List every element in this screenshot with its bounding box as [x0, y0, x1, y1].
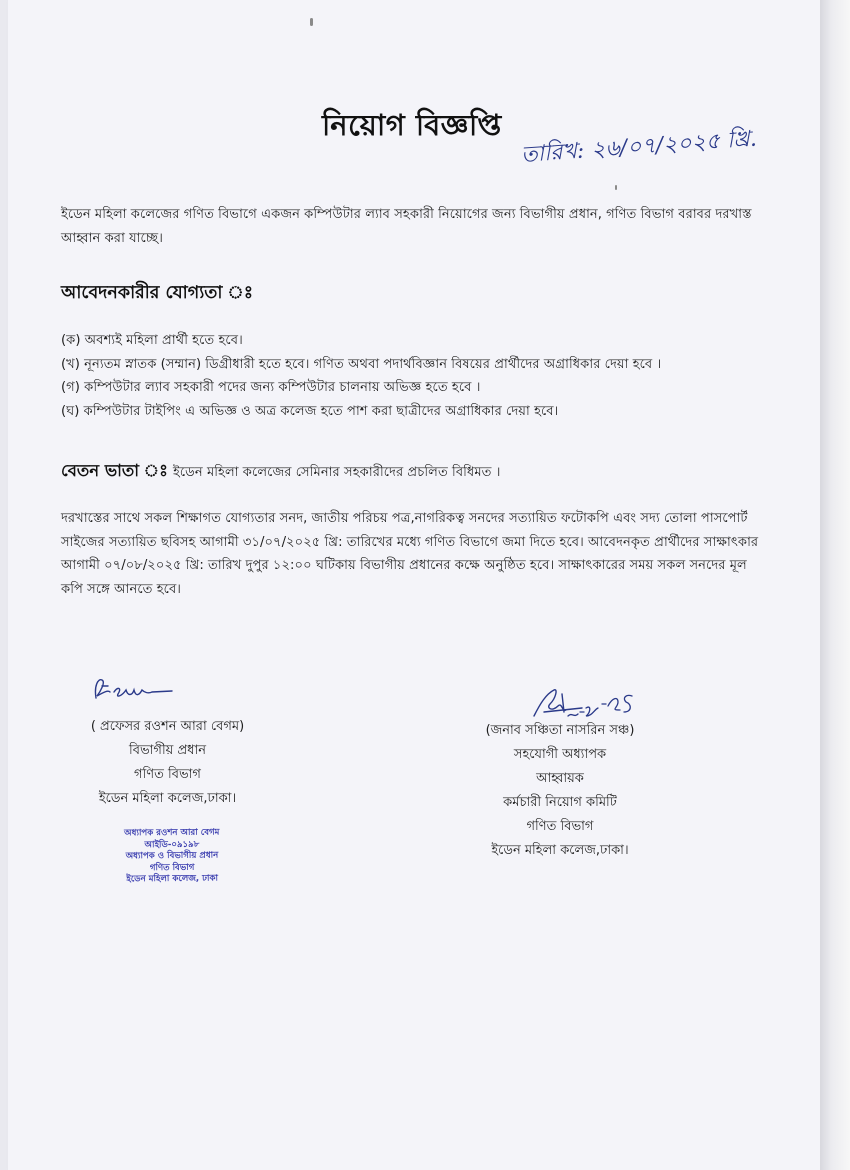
stamp-line: গণিত বিভাগ	[149, 862, 195, 873]
stamp-line: ইডেন মহিলা কলেজ, ঢাকা	[126, 873, 219, 885]
handwritten-date: তারিখ: ২৬/০৭/২০২৫ খ্রি.	[520, 126, 758, 168]
signatory-department: গণিত বিভাগ	[134, 767, 201, 782]
paper-speck	[615, 185, 617, 190]
signatory-name: (জনাব সঞ্চিতা নাসরিন সঞ্চ)	[485, 723, 635, 738]
qualifications-list	[61, 329, 781, 423]
signature-left	[88, 672, 178, 706]
signatory-committee: কর্মচারী নিয়োগ কমিটি	[503, 795, 617, 810]
list-item: (ক) অবশ্যই মহিলা প্রার্থী হতে হবে।	[61, 333, 243, 348]
stamp-line: আইডি-০৯১৯৮	[144, 839, 200, 850]
signatory-designation: বিভাগীয় প্রধান	[129, 743, 206, 758]
notice-title: নিয়োগ বিজ্ঞপ্তি	[322, 108, 502, 142]
signatory-department: গণিত বিভাগ	[526, 819, 594, 834]
page-edge	[820, 0, 850, 1170]
signatory-institution: ইডেন মহিলা কলেজ,ঢাকা।	[98, 791, 237, 806]
signatory-designation: সহযোগী অধ্যাপক	[513, 747, 607, 762]
stamp-line: অধ্যাপক রওশন আরা বেগম	[124, 827, 220, 839]
salary-text: ইডেন মহিলা কলেজের সেমিনার সহকারীদের প্রচলিত বিধিমত ।	[173, 465, 501, 480]
list-item: (গ) কম্পিউটার ল্যাব সহকারী পদের জন্য কম্পিউটার চালনায় অভিজ্ঞ হতে হবে ।	[61, 380, 481, 395]
signatory-name: ( প্রফেসর রওশন আরা বেগম)	[90, 719, 245, 734]
salary-line	[61, 458, 500, 485]
qualifications-heading: আবেদনকারীর যোগ্যতা ঃ	[61, 283, 254, 303]
intro-paragraph: ইডেন মহিলা কলেজের গণিত বিভাগে একজন কম্পিউটার ল্যাব সহকারী নিয়োগের জন্য বিভাগীয় প্রধান, গণিত বিভাগ বরাবর দরখাস্ত আহ্বান করা যাচ্ছে।	[61, 207, 752, 246]
instructions-paragraph: দরখাস্তের সাথে সকল শিক্ষাগত যোগ্যতার সনদ, জাতীয় পরিচয় পত্র,নাগরিকত্ব সনদের সত্যায়িত ফটোকপি এবং সদ্য তোলা পাসপোর্ট সাইজের সত্যায়িত ছবিসহ আগামী ৩১/০৭/২০২৫ খ্রি: তারিখের মধ্যে গণিত বিভাগে জমা দিতে হবে। আবেদনকৃত প্রার্থীদের সাক্ষাৎকার আগামী ০৭/০৮/২০২৫ খ্রি: তারিখ দুপুর ১২:০০ ঘটিকায় বিভাগীয় প্রধানের কক্ষে অনুষ্ঠিত হবে। সাক্ষাৎকারের সময় সকল সনদের মূল কপি সঙ্গে আনতে হবে।	[61, 511, 759, 597]
right-signatory-block	[440, 719, 680, 863]
signatory-role: আহ্বায়ক	[536, 771, 584, 786]
paper-speck	[310, 18, 313, 26]
official-seal-stamp	[84, 827, 260, 886]
signatory-institution: ইডেন মহিলা কলেজ,ঢাকা।	[491, 843, 629, 858]
salary-label: বেতন ভাতা ঃ	[61, 461, 168, 480]
list-item: (খ) নূন্যতম স্নাতক (সম্মান) ডিগ্রীধারী হতে হবে। গণিত অথবা পদার্থবিজ্ঞান বিষয়ের প্রার্থীদের অগ্রাধিকার দেয়া হবে ।	[61, 356, 662, 372]
stamp-line: অধ্যাপক ও বিভাগীয় প্রধান	[125, 850, 219, 862]
list-item: (ঘ) কম্পিউটার টাইপিং এ অভিজ্ঞ ও অত্র কলেজ হতে পাশ করা ছাত্রীদের অগ্রাধিকার দেয়া হবে।	[61, 403, 559, 419]
left-signatory-block	[40, 715, 295, 811]
